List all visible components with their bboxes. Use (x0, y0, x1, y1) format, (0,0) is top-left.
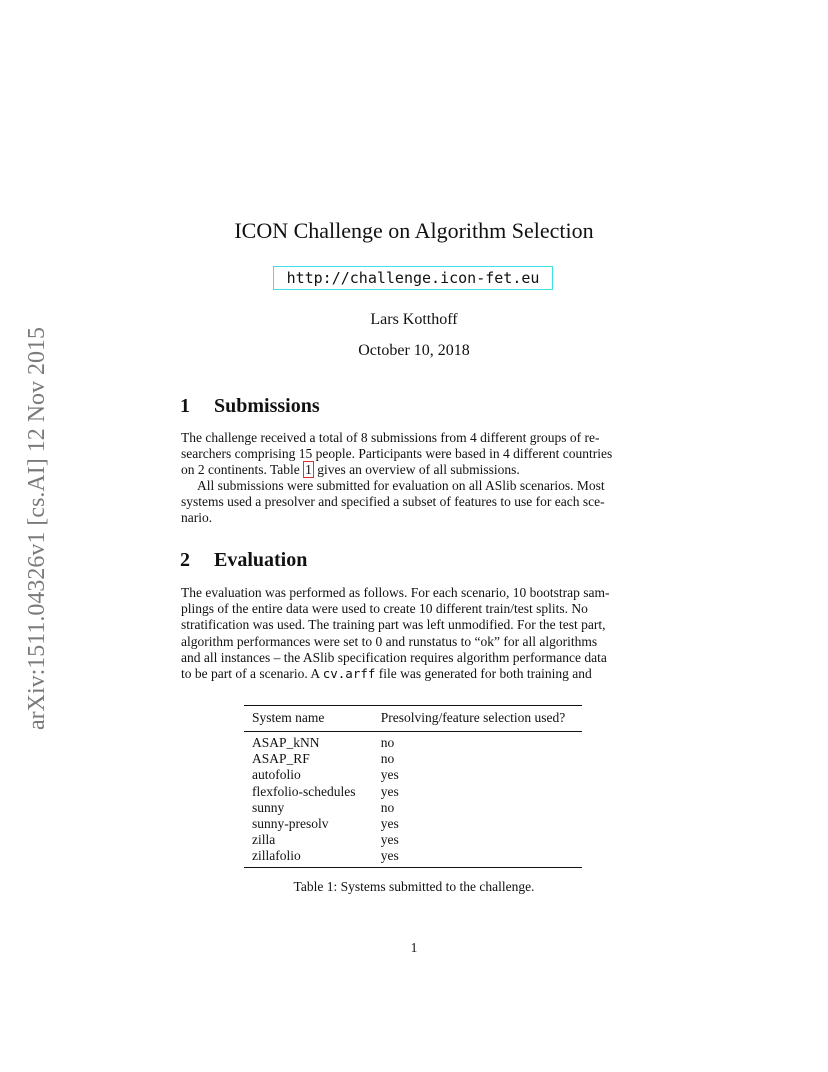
table-body (244, 732, 582, 867)
text-line: plings of the entire data were used to create 10 different train/test splits. No (181, 601, 588, 617)
text-line: searchers comprising 15 people. Participants were based in 4 different countries (181, 446, 613, 462)
presolving-cell: no (380, 735, 395, 750)
presolving-cell: yes (380, 767, 399, 783)
table-row (244, 767, 582, 783)
system-name-cell: ASAP_kNN (252, 735, 320, 750)
submissions-paragraph-1 (181, 430, 647, 479)
text-line: The challenge received a total of 8 submissions from 4 different groups of re- (181, 430, 600, 445)
author-name: Lars Kotthoff (370, 311, 458, 328)
system-name-cell: autofolio (252, 767, 301, 783)
evaluation-paragraph-1 (181, 585, 647, 682)
table-row (244, 800, 582, 816)
section-number: 2 (180, 549, 190, 571)
presolving-cell: no (380, 751, 395, 767)
system-name-cell: flexfolio-schedules (252, 783, 356, 799)
arxiv-stamp-text: arXiv:1511.04326v1 [cs.AI] 12 Nov 2015 (24, 326, 50, 730)
section-number: 1 (180, 395, 190, 417)
presolving-cell: yes (380, 783, 399, 799)
table-row (244, 751, 582, 767)
text-line: systems used a presolver and specified a subset of features to use for each sce- (181, 494, 605, 510)
table-row (244, 832, 582, 848)
table-row (244, 732, 582, 752)
table-header-row (244, 706, 582, 732)
text-line: and all instances – the ASlib specification requires algorithm performance data (181, 649, 607, 665)
presolving-cell: yes (380, 832, 399, 848)
text-line: algorithm performances were set to 0 and runstatus to “ok” for all algorithms (181, 633, 598, 649)
column-header-presolving: Presolving/feature selection used? (380, 710, 566, 725)
submissions-paragraph-2 (181, 478, 647, 527)
section-heading-evaluation (180, 549, 307, 572)
paper-date: October 10, 2018 (358, 342, 470, 359)
table-row (244, 848, 582, 866)
table-reference-link[interactable]: 1 (305, 462, 312, 478)
presolving-cell: yes (380, 848, 399, 864)
page-number: 1 (410, 940, 418, 955)
text-fragment: to be part of a scenario. A (181, 666, 320, 682)
text-fragment: gives an overview of all submissions. (317, 462, 520, 478)
table-row (244, 784, 582, 800)
submissions-table (244, 705, 582, 868)
system-name-cell: ASAP_RF (252, 751, 310, 767)
code-filename: cv.arff (322, 666, 376, 682)
text-fragment: file was generated for both training and (378, 666, 592, 682)
section-heading-submissions (180, 395, 320, 418)
table-grid (244, 706, 582, 867)
section-title: Submissions (214, 395, 320, 417)
text-line (181, 462, 647, 478)
paper-title: ICON Challenge on Algorithm Selection (234, 218, 594, 243)
challenge-url-link[interactable]: http://challenge.icon-fet.eu (273, 266, 553, 290)
text-line: stratification was used. The training part was left unmodified. For the test part, (181, 617, 606, 633)
text-line: All submissions were submitted for evaluation on all ASlib scenarios. Most (197, 478, 605, 493)
system-name-cell: sunny (252, 799, 285, 815)
text-fragment: on 2 continents. Table (181, 462, 300, 478)
system-name-cell: zilla (252, 832, 276, 848)
table-row (244, 816, 582, 832)
system-name-cell: sunny-presolv (252, 816, 329, 832)
column-header-system-name: System name (252, 710, 325, 725)
system-name-cell: zillafolio (252, 848, 301, 864)
presolving-cell: yes (380, 816, 399, 832)
table-bottom-rule (244, 867, 582, 868)
table-caption: Table 1: Systems submitted to the challenge. (293, 879, 535, 894)
text-line (181, 666, 647, 682)
text-line: nario. (181, 510, 213, 526)
presolving-cell: no (380, 799, 395, 815)
text-line: The evaluation was performed as follows. For each scenario, 10 bootstrap sam- (181, 585, 610, 600)
section-title: Evaluation (214, 549, 308, 571)
